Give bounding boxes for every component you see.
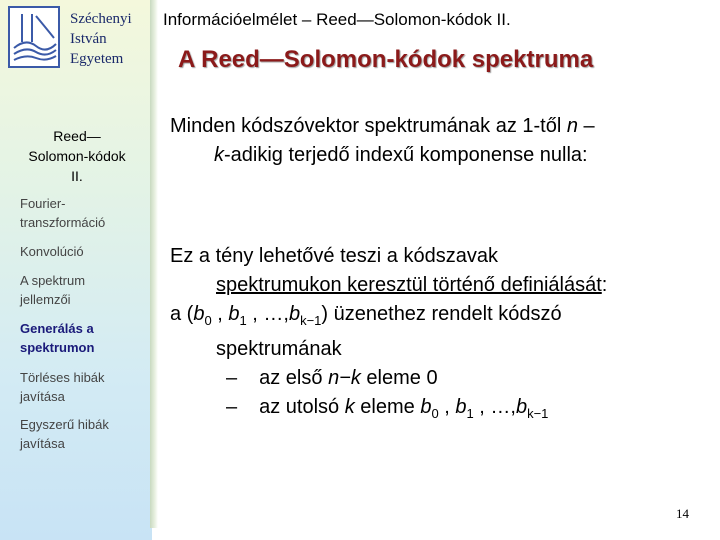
text: , <box>211 303 229 325</box>
text: a ( <box>170 303 194 325</box>
math-n-k: n−k <box>328 367 361 389</box>
sidebar-item-spektrum-jellemzoi[interactable] <box>20 271 145 309</box>
sidebar-item-label: A spektrum <box>20 273 86 288</box>
university-logo <box>8 6 60 68</box>
sidebar-item-label: Egyszerű hibák <box>20 417 109 432</box>
text: eleme <box>354 396 421 418</box>
math-n: n <box>566 115 578 137</box>
sidebar-item-fourier[interactable] <box>20 194 145 232</box>
sidebar-item-egyszeru-hibak[interactable] <box>20 415 145 453</box>
sidebar-item-label: Fourier- <box>20 196 66 211</box>
subscript: 1 <box>466 406 474 421</box>
text: spektrumának <box>216 338 342 360</box>
underlined-text: spektrumukon keresztül történő definiálását <box>216 274 602 296</box>
math-b: b <box>455 396 467 418</box>
text: – <box>577 115 595 137</box>
current-section <box>12 126 142 186</box>
sidebar-item-torleses-hibak[interactable] <box>20 368 145 406</box>
sidebar-item-label: javítása <box>20 436 65 451</box>
text: -adikig terjedő indexű komponense nulla: <box>224 144 588 166</box>
subscript: 0 <box>204 313 212 328</box>
bullet-last-k <box>170 393 607 428</box>
message-vector <box>170 300 607 335</box>
sidebar-item-label: javítása <box>20 389 65 404</box>
current-section-line-1: Reed— <box>53 128 101 144</box>
university-name <box>70 9 132 69</box>
sidebar-item-label: spektrumon <box>20 340 95 355</box>
subscript: k−1 <box>527 406 549 421</box>
current-section-line-2: Solomon-kódok <box>28 148 126 164</box>
current-section-line-3: II. <box>71 168 83 184</box>
subscript: 1 <box>239 313 247 328</box>
subscript: k−1 <box>300 313 322 328</box>
text: , …, <box>473 396 516 418</box>
text: ) üzenethez rendelt kódszó <box>321 303 562 325</box>
sidebar-item-label: Generálás a <box>20 321 94 336</box>
math-k: k <box>214 144 224 166</box>
text: : <box>601 274 608 296</box>
sidebar-item-konvolucio[interactable] <box>20 242 145 261</box>
university-line-1: Széchenyi <box>70 11 132 27</box>
sidebar-item-label: jellemzői <box>20 292 71 307</box>
text: Minden kódszóvektor spektrumának az 1-től <box>170 115 567 137</box>
dash: – <box>226 396 238 418</box>
sidebar-divider <box>150 0 158 528</box>
slide-title: A Reed—Solomon-kódok spektruma <box>178 46 594 73</box>
course-title: Információelmélet – Reed—Solomon-kódok II. <box>163 10 511 29</box>
text: , …, <box>246 303 289 325</box>
university-line-3: Egyetem <box>70 51 124 67</box>
paragraph-spectrum-zero <box>170 112 595 170</box>
sidebar-item-label: transzformáció <box>20 215 106 230</box>
sidebar <box>0 0 152 540</box>
text: , <box>438 396 456 418</box>
bullet-first-zero <box>170 364 607 393</box>
text: Ez a tény lehetővé teszi a kódszavak <box>170 245 498 267</box>
sidebar-item-label: Törléses hibák <box>20 370 105 385</box>
dash: – <box>226 367 238 389</box>
logo-emblem-icon <box>10 8 58 66</box>
math-b: b <box>515 396 528 418</box>
math-b: b <box>193 303 205 325</box>
paragraph-definition <box>170 242 607 428</box>
text: az utolsó <box>259 396 345 418</box>
math-k: k <box>344 396 355 418</box>
math-b: b <box>228 303 240 325</box>
text: eleme 0 <box>360 367 438 389</box>
text: az első <box>259 367 329 389</box>
sidebar-item-generalas[interactable] <box>20 319 145 357</box>
sidebar-item-label: Konvolúció <box>20 244 84 259</box>
subscript: 0 <box>431 406 439 421</box>
university-line-2: István <box>70 31 107 47</box>
math-b: b <box>288 303 301 325</box>
math-b: b <box>420 396 432 418</box>
page-number: 14 <box>676 506 689 521</box>
